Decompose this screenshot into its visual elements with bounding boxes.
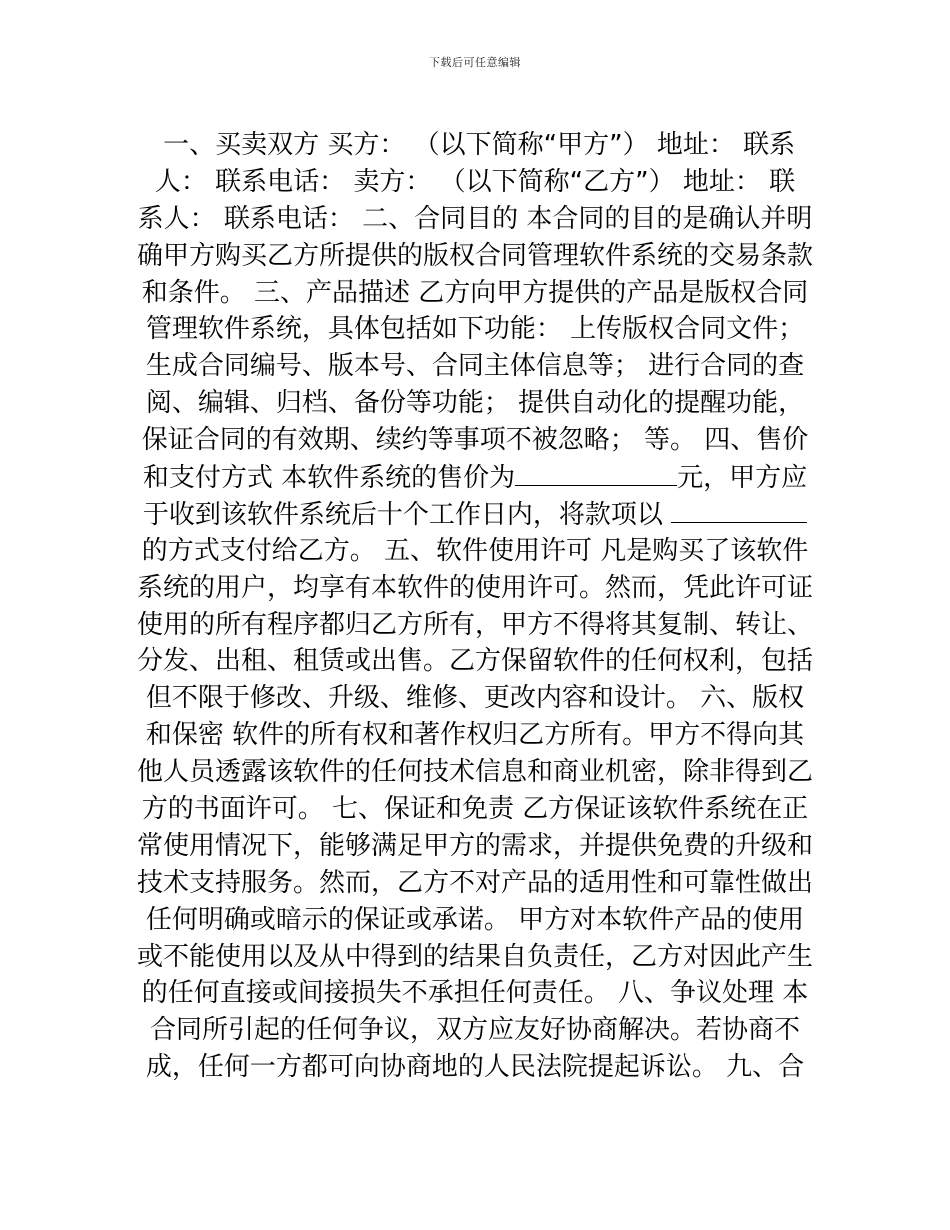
text-line: 保证合同的有效期、续约等事项不被忽略； 等。 四、售价 (141, 425, 809, 456)
text-line: 常使用情况下，能够满足甲方的需求，并提供免费的升级和 (136, 830, 813, 861)
price-prefix: 和支付方式 本软件系统的售价为 (142, 463, 516, 494)
text-line: 确甲方购买乙方所提供的版权合同管理软件系统的交易条款 (136, 240, 813, 271)
contract-body (108, 127, 842, 1086)
page-header-note: 下载后可任意编辑 (429, 56, 521, 69)
text-line: 生成合同编号、版本号、合同主体信息等； 进行合同的查 (145, 351, 805, 382)
text-line: 系统的用户，均享有本软件的使用许可。然而，凭此许可证 (136, 572, 813, 603)
text-line: 和条件。 三、产品描述 乙方向甲方提供的产品是版权合同 (141, 277, 809, 308)
text-line: 的方式支付给乙方。 五、软件使用许可 凡是购买了该软件 (141, 535, 809, 566)
text-line: 一、买卖双方 买方： （以下简称“甲方”） 地址： 联系 (154, 130, 796, 160)
text-line-payment (108, 496, 842, 533)
text-line: 合同所引起的任何争议，双方应友好协商解决。若协商不 (149, 1015, 800, 1046)
payment-method-blank (671, 496, 807, 523)
text-line: 管理软件系统，具体包括如下功能： 上传版权合同文件； (145, 314, 805, 345)
price-blank (515, 459, 677, 486)
text-line: 他人员透露该软件的任何技术信息和商业机密，除非得到乙 (136, 757, 813, 788)
price-suffix: 元，甲方应 (677, 463, 808, 494)
text-line: 成，任何一方都可向协商地的人民法院提起诉讼。 九、合 (145, 1052, 805, 1083)
text-line-price (108, 459, 842, 496)
payment-prefix: 于收到该软件系统后十个工作日内，将款项以 (142, 499, 672, 530)
text-line: 方的书面许可。 七、保证和免责 乙方保证该软件系统在正 (141, 794, 809, 825)
text-line: 任何明确或暗示的保证或承诺。 甲方对本软件产品的使用 (145, 904, 805, 935)
text-line: 分发、出租、租赁或出售。乙方保留软件的任何权利，包括 (136, 646, 813, 677)
text-line: 人： 联系电话： 卖方： （以下简称“乙方”） 地址： 联 (154, 166, 796, 197)
text-line: 或不能使用以及从中得到的结果自负责任，乙方对因此产生 (136, 941, 813, 972)
text-line: 但不限于修改、升级、维修、更改内容和设计。 六、版权 (145, 683, 805, 714)
text-line: 使用的所有程序都归乙方所有，甲方不得将其复制、转让、 (136, 609, 813, 640)
text-line: 系人： 联系电话： 二、合同目的 本合同的目的是确认并明 (137, 203, 813, 234)
text-line: 和保密 软件的所有权和著作权归乙方所有。甲方不得向其 (145, 720, 805, 751)
text-line: 的任何直接或间接损失不承担任何责任。 八、争议处理 本 (141, 978, 809, 1009)
text-line: 技术支持服务。然而，乙方不对产品的适用性和可靠性做出 (136, 867, 813, 898)
text-line: 阅、编辑、归档、备份等功能； 提供自动化的提醒功能， (145, 388, 805, 419)
